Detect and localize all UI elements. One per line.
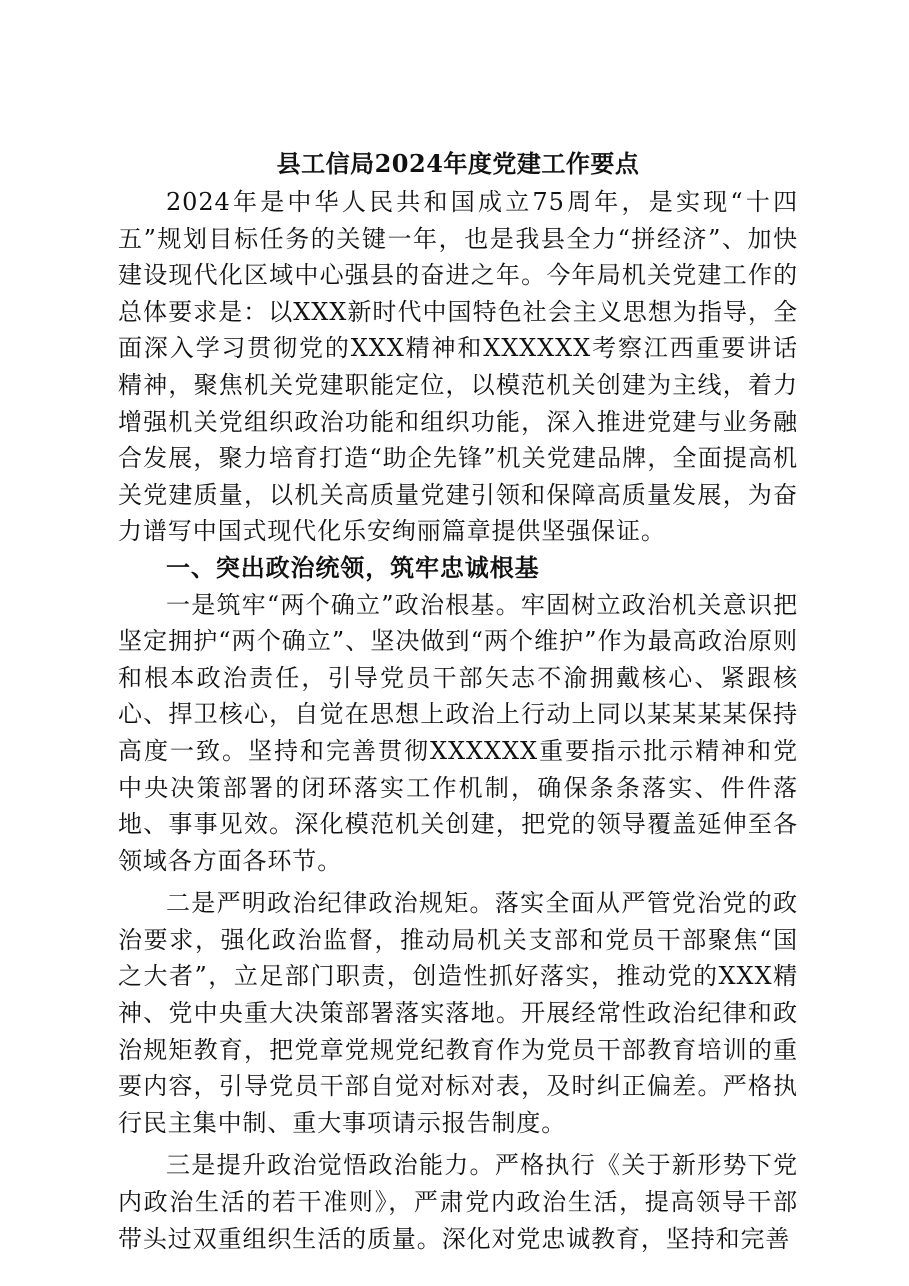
body-paragraph: 三是提升政治觉悟政治能力。严格执行《关于新形势下党内政治生活的若干准则》，严肃党内政治生活，提高领导干部带头过双重组织生活的质量。深化对党忠诚教育，坚持和完善 (118, 1151, 798, 1253)
body-paragraph: 一是筑牢“两个确立”政治根基。牢固树立政治机关意识把坚定拥护“两个确立”、坚决做到“两个维护”作为最高政治原则和根本政治责任，引导党员干部矢志不渝拥戴核心、紧跟核心、捍卫核心，自觉在思想上政治上行动上同以某某某某保持高度一致。坚持和完善贯彻XXXXXX重要指示批示精神和党中央决策部署的闭环落实工作机制，确保条条落实、件件落地、事事见效。深化模范机关创建，把党的领导覆盖延伸至各领域各方面各环节。 (118, 590, 798, 875)
document-title: 县工信局2024年度党建工作要点 (276, 149, 640, 178)
body-paragraph: 二是严明政治纪律政治规矩。落实全面从严管党治党的政治要求，强化政治监督，推动局机关支部和党员干部聚焦“国之大者”，立足部门职责，创造性抓好落实，推动党的XXX精神、党中央重大决策部署落实落地。开展经常性政治纪律和政治规矩教育，把党章党规党纪教育作为党员干部教育培训的重要内容，引导党员干部自觉对标对表，及时纠正偏差。严格执行民主集中制、重大事项请示报告制度。 (118, 889, 798, 1137)
section-heading: 一、突出政治统领，筑牢忠诚根基 (166, 553, 540, 582)
intro-paragraph: 2024年是中华人民共和国成立75周年，是实现“十四五”规划目标任务的关键一年，也是我县全力“拼经济”、加快建设现代化区域中心强县的奋进之年。今年局机关党建工作的总体要求是：以XXX新时代中国特色社会主义思想为指导，全面深入学习贯彻党的XXX精神和XXXXXX考察江西重要讲话精神，聚焦机关党建职能定位，以模范机关创建为主线，着力增强机关党组织政治功能和组织功能，深入推进党建与业务融合发展，聚力培育打造“助企先锋”机关党建品牌，全面提高机关党建质量，以机关高质量党建引领和保障高质量发展，为奋力谱写中国式现代化乐安绚丽篇章提供坚强保证。 (118, 188, 798, 546)
document-body (118, 144, 798, 1257)
